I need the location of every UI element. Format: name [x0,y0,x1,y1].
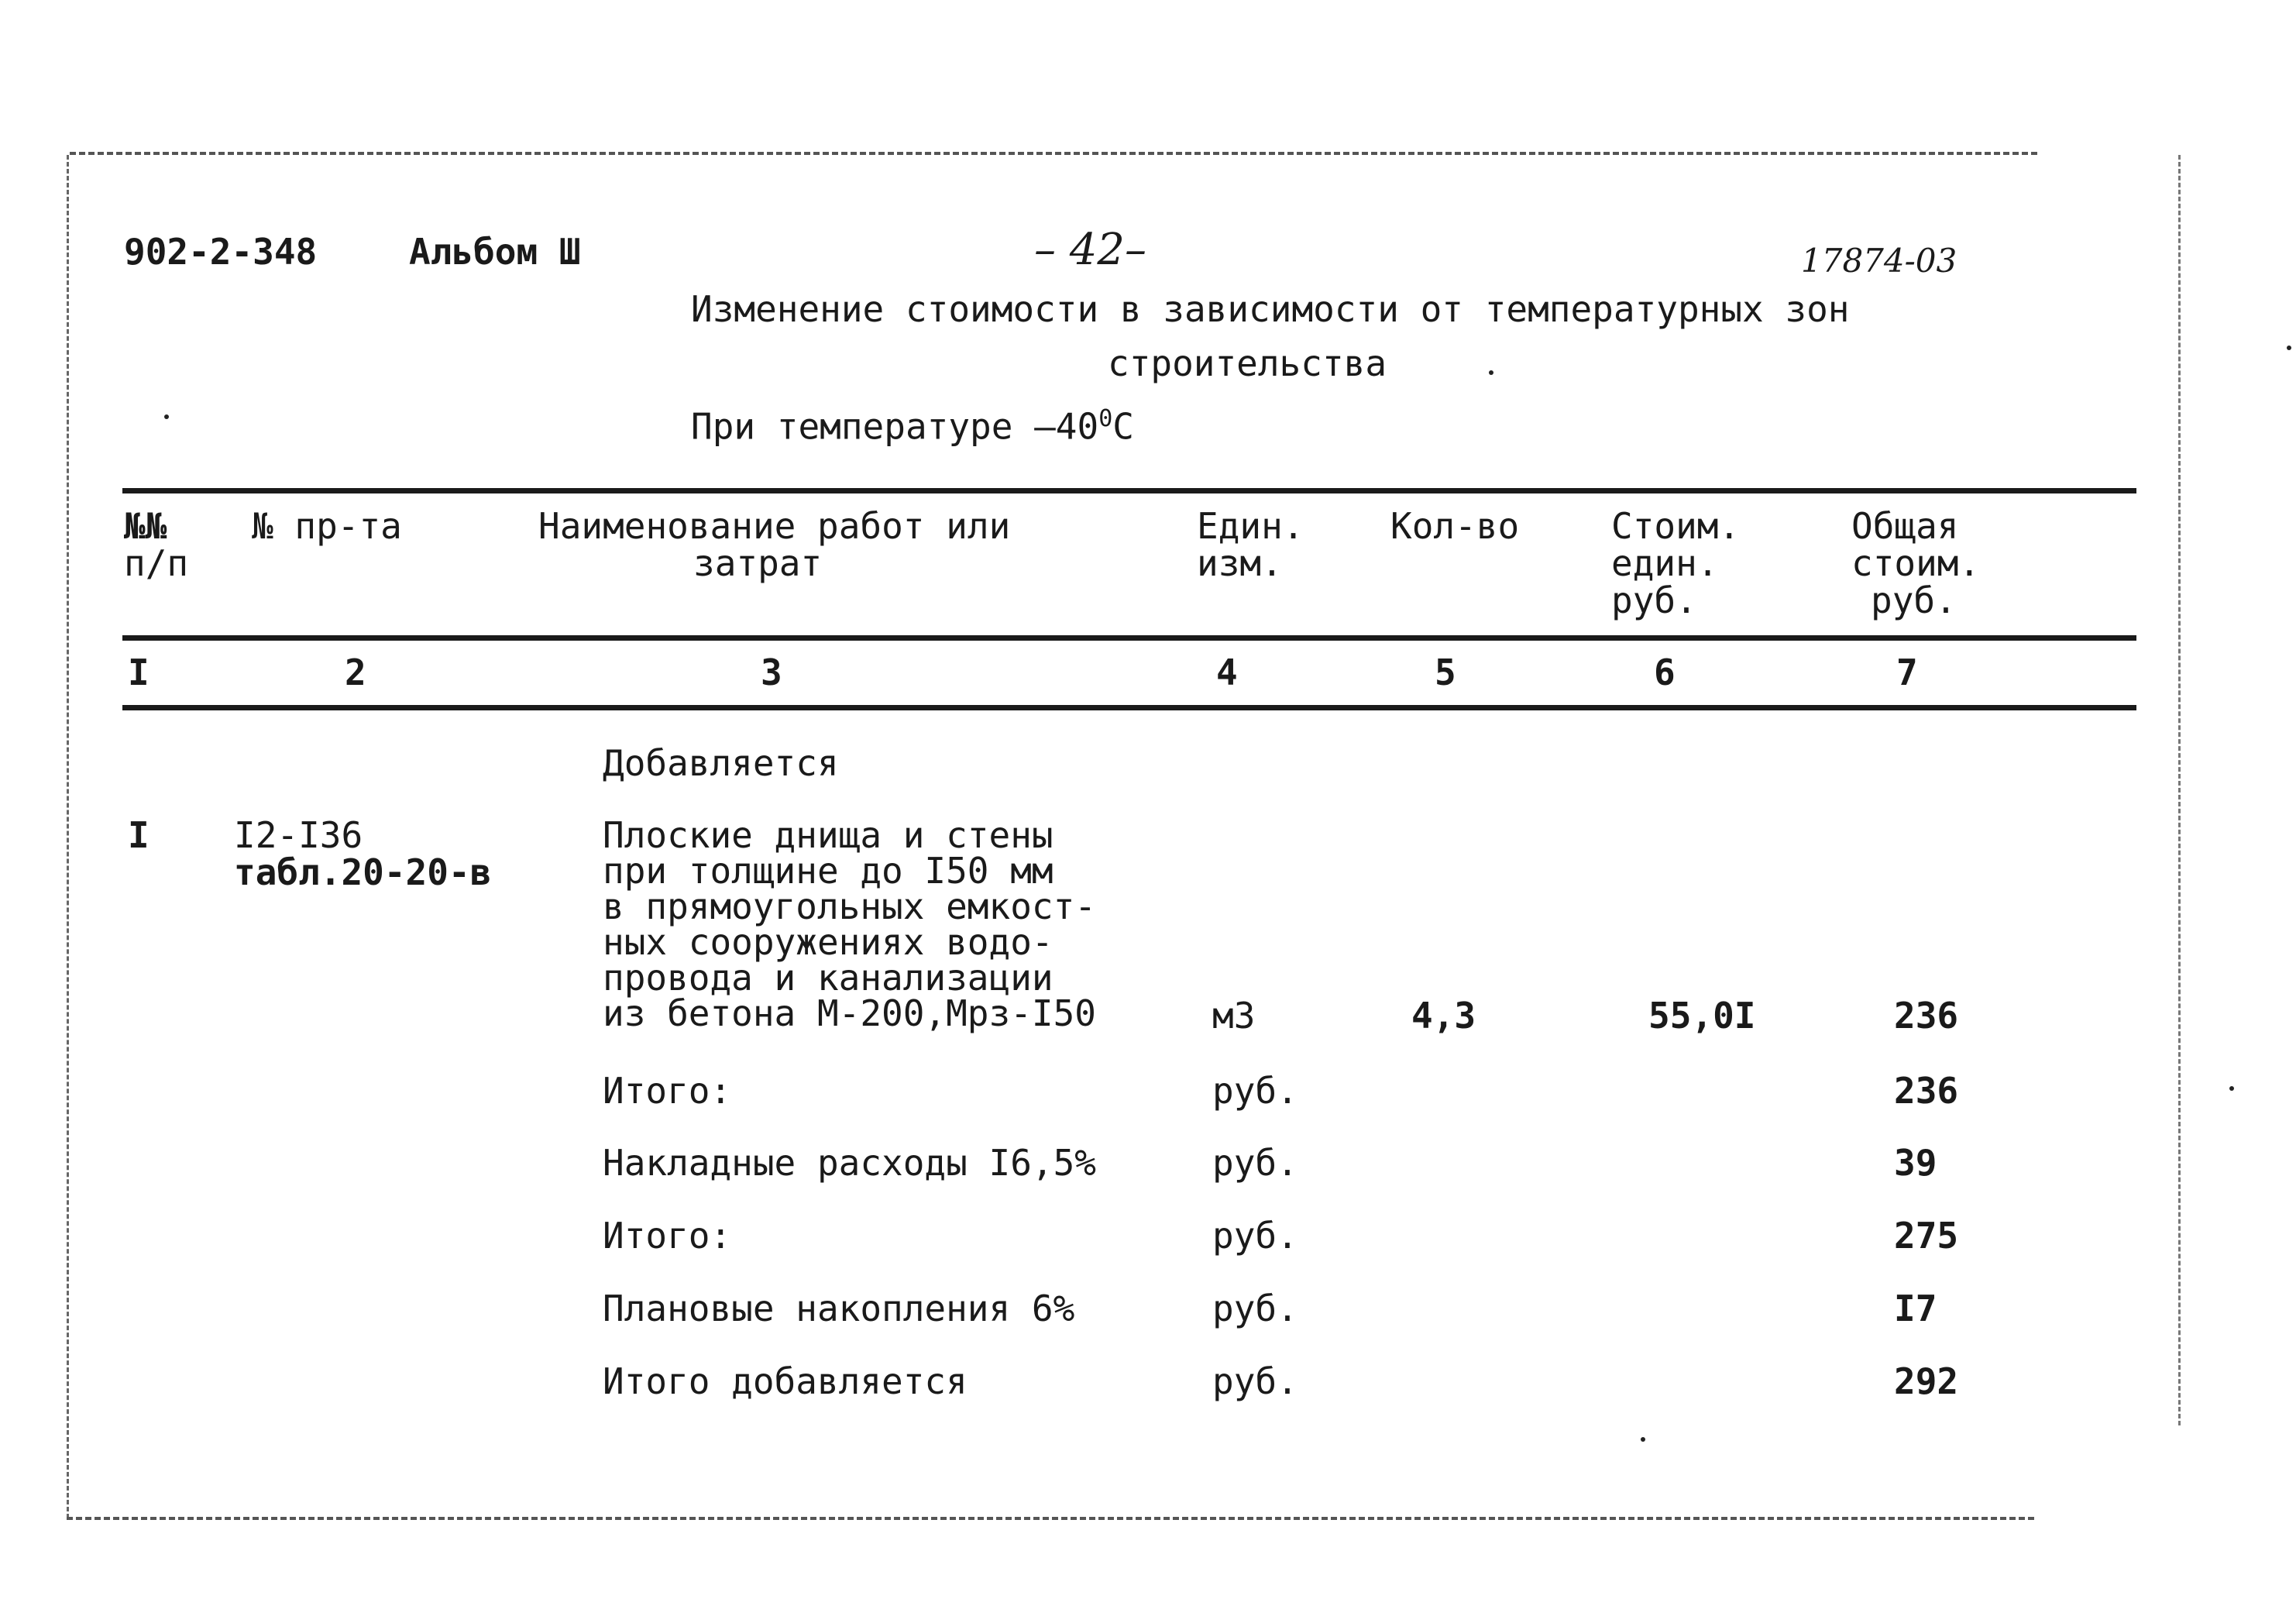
col-header-6-line1: Стоим. [1611,505,1741,547]
col-header-1-line2: п/п [124,542,189,584]
col-number-2: 2 [345,652,366,693]
frame-bottom-border [67,1517,2034,1520]
row-total: 236 [1894,995,1959,1037]
work-name-line-4: ных сооружениях водо- [603,921,1053,963]
scan-speck [1641,1437,1645,1442]
summary-total: 39 [1894,1142,1937,1184]
col-header-4-line1: Един. [1197,505,1304,547]
header-bottom-rule [122,635,2136,641]
summary-unit: руб. [1212,1070,1298,1112]
col-header-3-line2: затрат [693,542,823,584]
work-name-line-2: при толщине до I50 мм [603,850,1053,892]
section-label: Добавляется [603,742,839,784]
summary-unit: руб. [1212,1360,1298,1402]
project-number-line1: I2-I36 [234,814,363,856]
row-number: I [128,814,150,856]
summary-total: 236 [1894,1070,1959,1112]
row-unit-cost: 55,0I [1648,995,1756,1037]
col-header-7-line1: Общая [1851,505,1959,547]
col-number-6: 6 [1654,652,1676,693]
col-header-1-line1: №№ [124,505,167,547]
page-number: – 42– [1034,225,1147,275]
stamp-number: 17874-03 [1801,242,1957,280]
col-number-3: 3 [761,652,782,693]
work-name-line-6: из бетона М-200,Мрз-I50 [603,992,1096,1034]
summary-unit: руб. [1212,1215,1298,1257]
temperature-line [691,401,1134,448]
summary-name: Итого: [603,1215,732,1257]
summary-total: 275 [1894,1215,1959,1257]
project-number-line2: табл.20-20-в [234,851,492,893]
summary-total: I7 [1894,1288,1937,1329]
frame-top-border [70,152,2037,155]
temperature-prefix: При температуре –40 [691,405,1099,448]
temperature-degree: 0 [1098,405,1113,432]
scan-speck [1489,370,1493,375]
col-header-7-line2: стоим. [1851,542,1981,584]
doc-code: 902-2-348 [124,231,318,273]
temperature-unit: С [1112,405,1134,448]
column-numbers-rule [122,705,2136,710]
col-header-7-line3: руб. [1871,579,1957,621]
title-line-1: Изменение стоимости в зависимости от температурных зон [691,288,1850,330]
album-label: Альбом Ш [409,231,581,273]
col-header-3-line1: Наименование работ или [538,505,1011,547]
col-header-6-line3: руб. [1611,579,1697,621]
col-header-4-line2: изм. [1197,542,1283,584]
summary-name: Плановые накопления 6% [603,1288,1075,1329]
title-line-2: строительства [1108,342,1387,384]
col-header-2: № пр-та [252,505,402,547]
work-name-line-3: в прямоугольных емкост- [603,885,1096,927]
work-name-line-5: провода и канализации [603,957,1053,999]
summary-name: Итого: [603,1070,732,1112]
summary-name: Накладные расходы I6,5% [603,1142,1096,1184]
frame-left-border [67,155,69,1518]
scan-speck [164,414,169,419]
summary-unit: руб. [1212,1288,1298,1329]
work-name-line-1: Плоские днища и стены [603,814,1053,856]
row-unit: м3 [1212,995,1256,1037]
col-header-5: Кол-во [1390,505,1520,547]
scan-speck [2287,346,2291,350]
table-top-rule [122,488,2136,493]
summary-unit: руб. [1212,1142,1298,1184]
row-quantity: 4,3 [1411,995,1476,1037]
col-number-1: I [128,652,150,693]
col-number-4: 4 [1216,652,1238,693]
col-header-6-line2: един. [1611,542,1719,584]
scan-speck [2229,1086,2234,1091]
col-number-7: 7 [1896,652,1918,693]
frame-right-border [2178,155,2181,1425]
summary-total: 292 [1894,1360,1959,1402]
summary-name: Итого добавляется [603,1360,968,1402]
col-number-5: 5 [1435,652,1456,693]
